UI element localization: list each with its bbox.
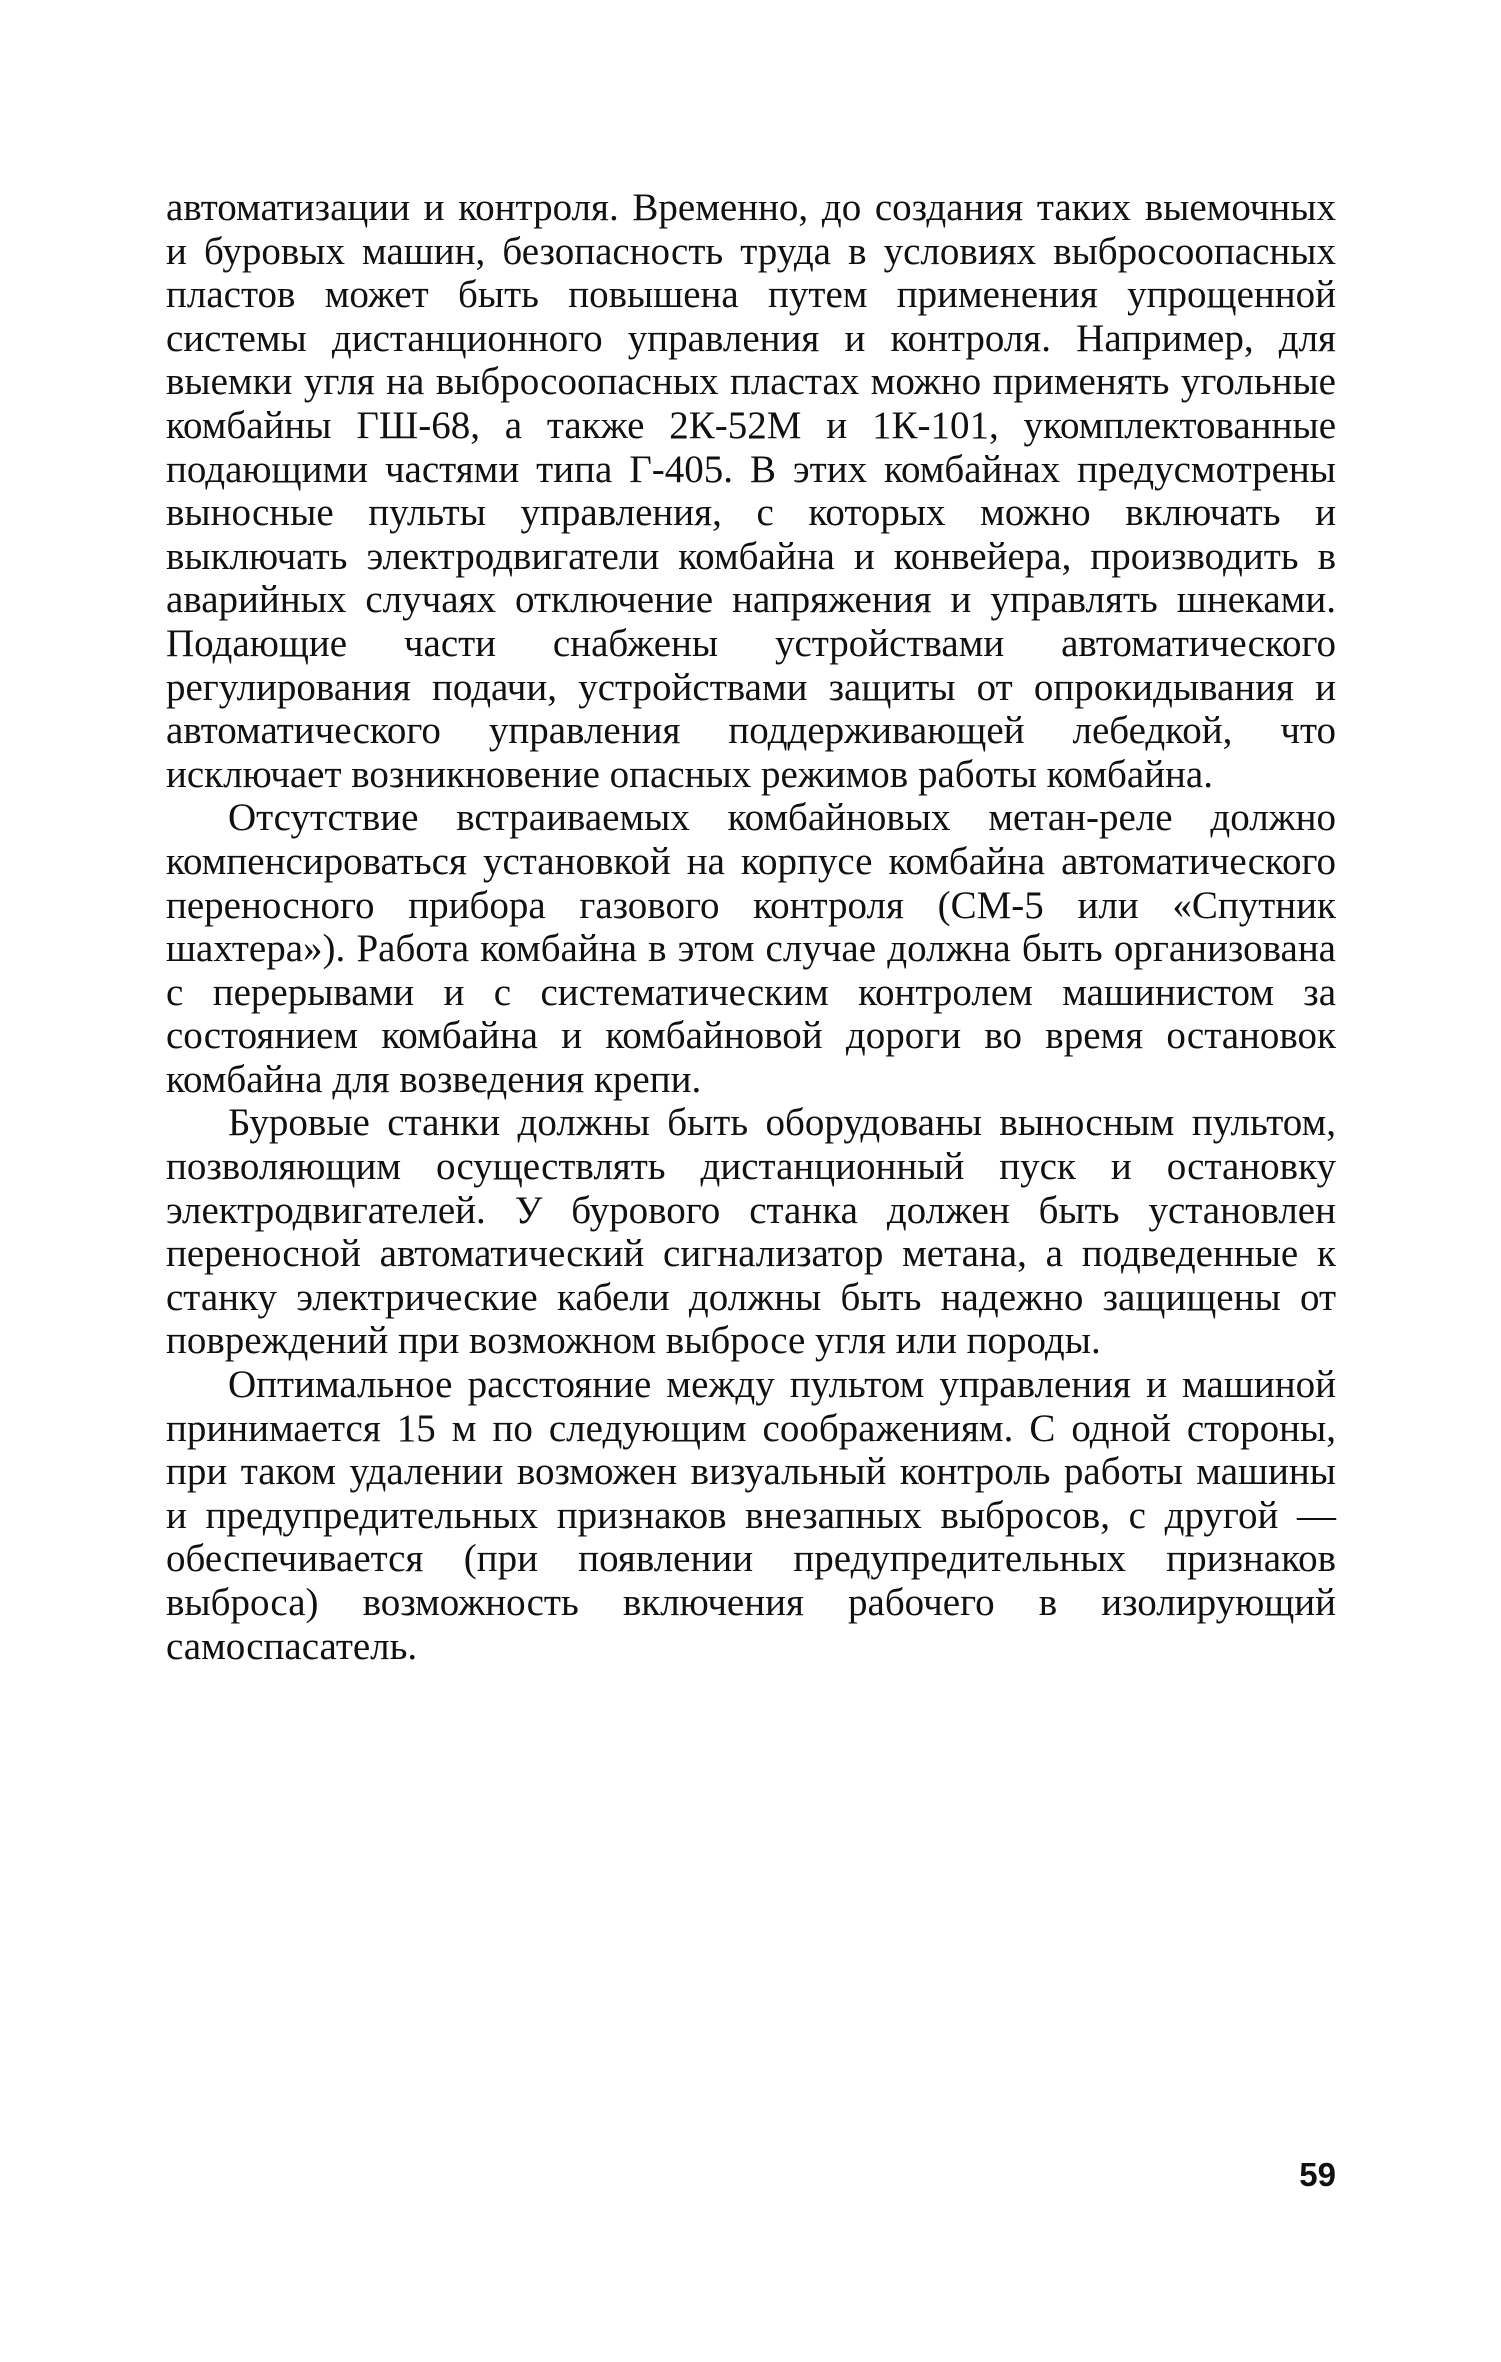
page-number: 59 xyxy=(1299,2156,1336,2193)
paragraph-2: Отсутствие встраиваемых комбайновых метан-реле должно компенсироваться установкой на корпусе комбайна автоматического переносного прибора газового контроля (СМ-5 или «Спутник шахтера»). Работа комбайна в этом случае должна быть организована с перерывами и с систематическим контролем машинистом за состоянием комбайна и комбайновой дороги во время остановок комбайна для возведения крепи. xyxy=(166,796,1336,1101)
paragraph-3: Буровые станки должны быть оборудованы выносным пультом, позволяющим осуществлять дистанционный пуск и остановку электродвигателей. У бурового станка должен быть установлен переносной автоматический сигнализатор метана, а подведенные к станку электрические кабели должны быть надежно защищены от повреждений при возможном выбросе угля или породы. xyxy=(166,1101,1336,1363)
body-text xyxy=(166,186,1336,1668)
paragraph-4: Оптимальное расстояние между пультом управления и машиной принимается 15 м по следующим соображениям. С одной стороны, при таком удалении возможен визуальный контроль работы машины и предупредительных признаков внезапных выбросов, с другой — обеспечивается (при появлении предупредительных признаков выброса) возможность включения рабочего в изолирующий самоспасатель. xyxy=(166,1363,1336,1668)
paragraph-1: автоматизации и контроля. Временно, до создания таких выемочных и буровых машин, безопасность труда в условиях выбросоопасных пластов может быть повышена путем применения упрощенной системы дистанционного управления и контроля. Например, для выемки угля на выбросоопасных пластах можно применять угольные комбайны ГШ-68, а также 2К-52М и 1К-101, укомплектованные подающими частями типа Г-405. В этих комбайнах предусмотрены выносные пульты управления, с которых можно включать и выключать электродвигатели комбайна и конвейера, производить в аварийных случаях отключение напряжения и управлять шнеками. Подающие части снабжены устройствами автоматического регулирования подачи, устройствами защиты от опрокидывания и автоматического управления поддерживающей лебедкой, что исключает возникновение опасных режимов работы комбайна. xyxy=(166,186,1336,796)
